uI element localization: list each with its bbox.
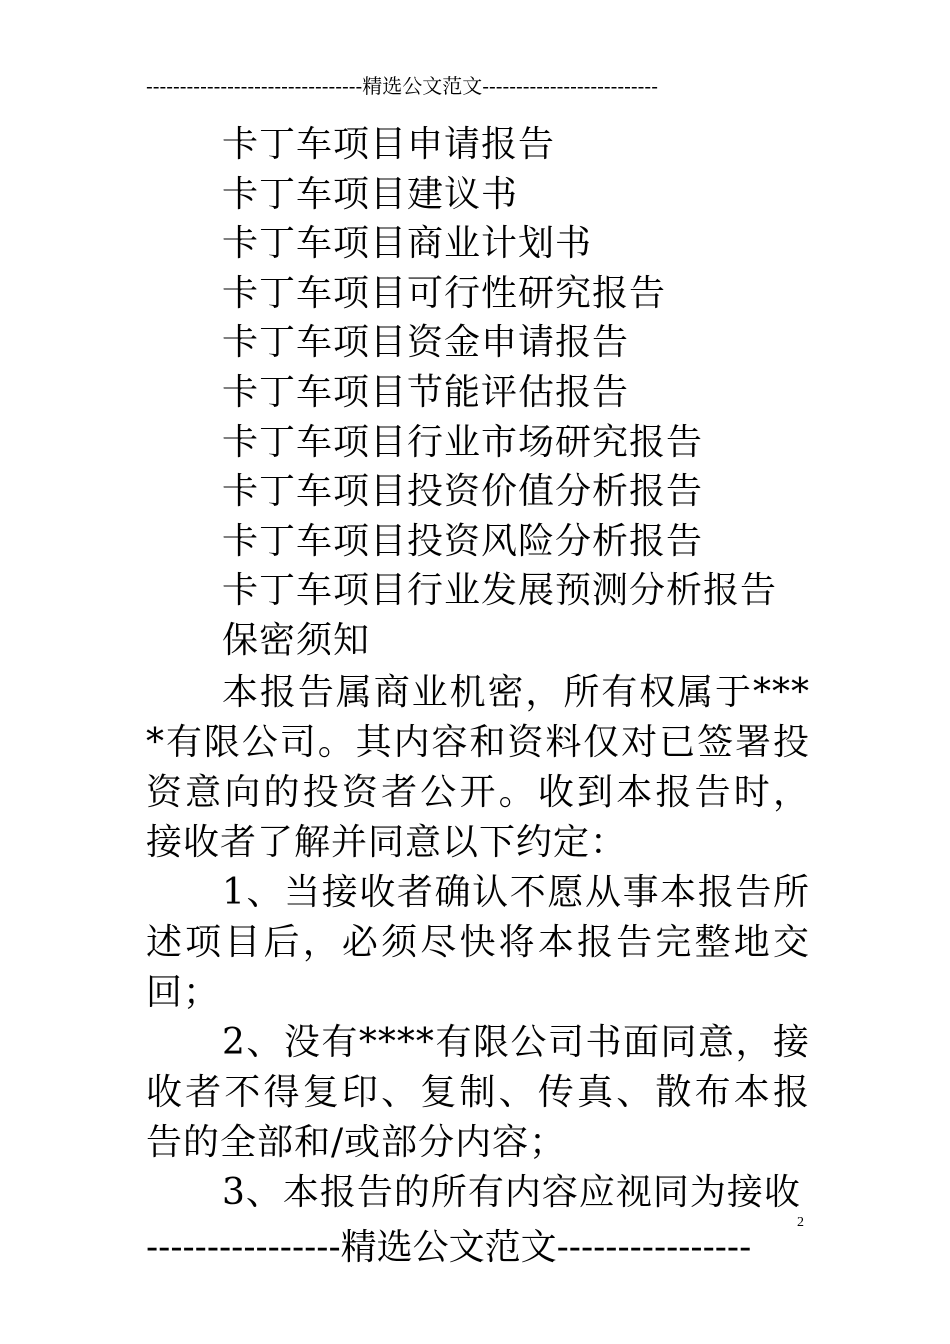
title-item: 卡丁车项目节能评估报告	[222, 371, 630, 413]
title-list	[222, 120, 777, 666]
title-item: 卡丁车项目行业市场研究报告	[222, 421, 704, 463]
confidentiality-heading: 保密须知	[222, 619, 371, 661]
title-item: 卡丁车项目行业发展预测分析报告	[222, 570, 778, 612]
title-item: 卡丁车项目投资风险分析报告	[222, 520, 704, 562]
title-item: 卡丁车项目申请报告	[222, 124, 556, 165]
title-item: 卡丁车项目投资价值分析报告	[222, 471, 704, 513]
title-item: 卡丁车项目资金申请报告	[222, 322, 630, 364]
title-item: 卡丁车项目商业计划书	[222, 223, 593, 265]
paragraph-item-3: 3、本报告的所有内容应视同为接收	[222, 1172, 801, 1213]
paragraph-intro: 本报告属商业机密，所有权属于****有限公司。其内容和资料仅对已签署投资意向的投资者公开。收到本报告时，接收者了解并同意以下约定：	[146, 672, 810, 863]
page-footer: ----------------精选公文范文----------------	[146, 1227, 752, 1268]
page-header: --------------------------------精选公文范文--------------------------	[146, 74, 658, 98]
paragraph-item-2: 2、没有****有限公司书面同意，接收者不得复印、复制、传真、散布本报告的全部和/或部分内容；	[146, 1022, 810, 1163]
title-item: 卡丁车项目可行性研究报告	[222, 272, 667, 314]
title-item: 卡丁车项目建议书	[222, 173, 519, 215]
page-number: 2	[797, 1215, 804, 1230]
paragraph-item-1: 1、当接收者确认不愿从事本报告所述项目后，必须尽快将本报告完整地交回；	[146, 872, 810, 1013]
confidentiality-body	[146, 668, 810, 1218]
